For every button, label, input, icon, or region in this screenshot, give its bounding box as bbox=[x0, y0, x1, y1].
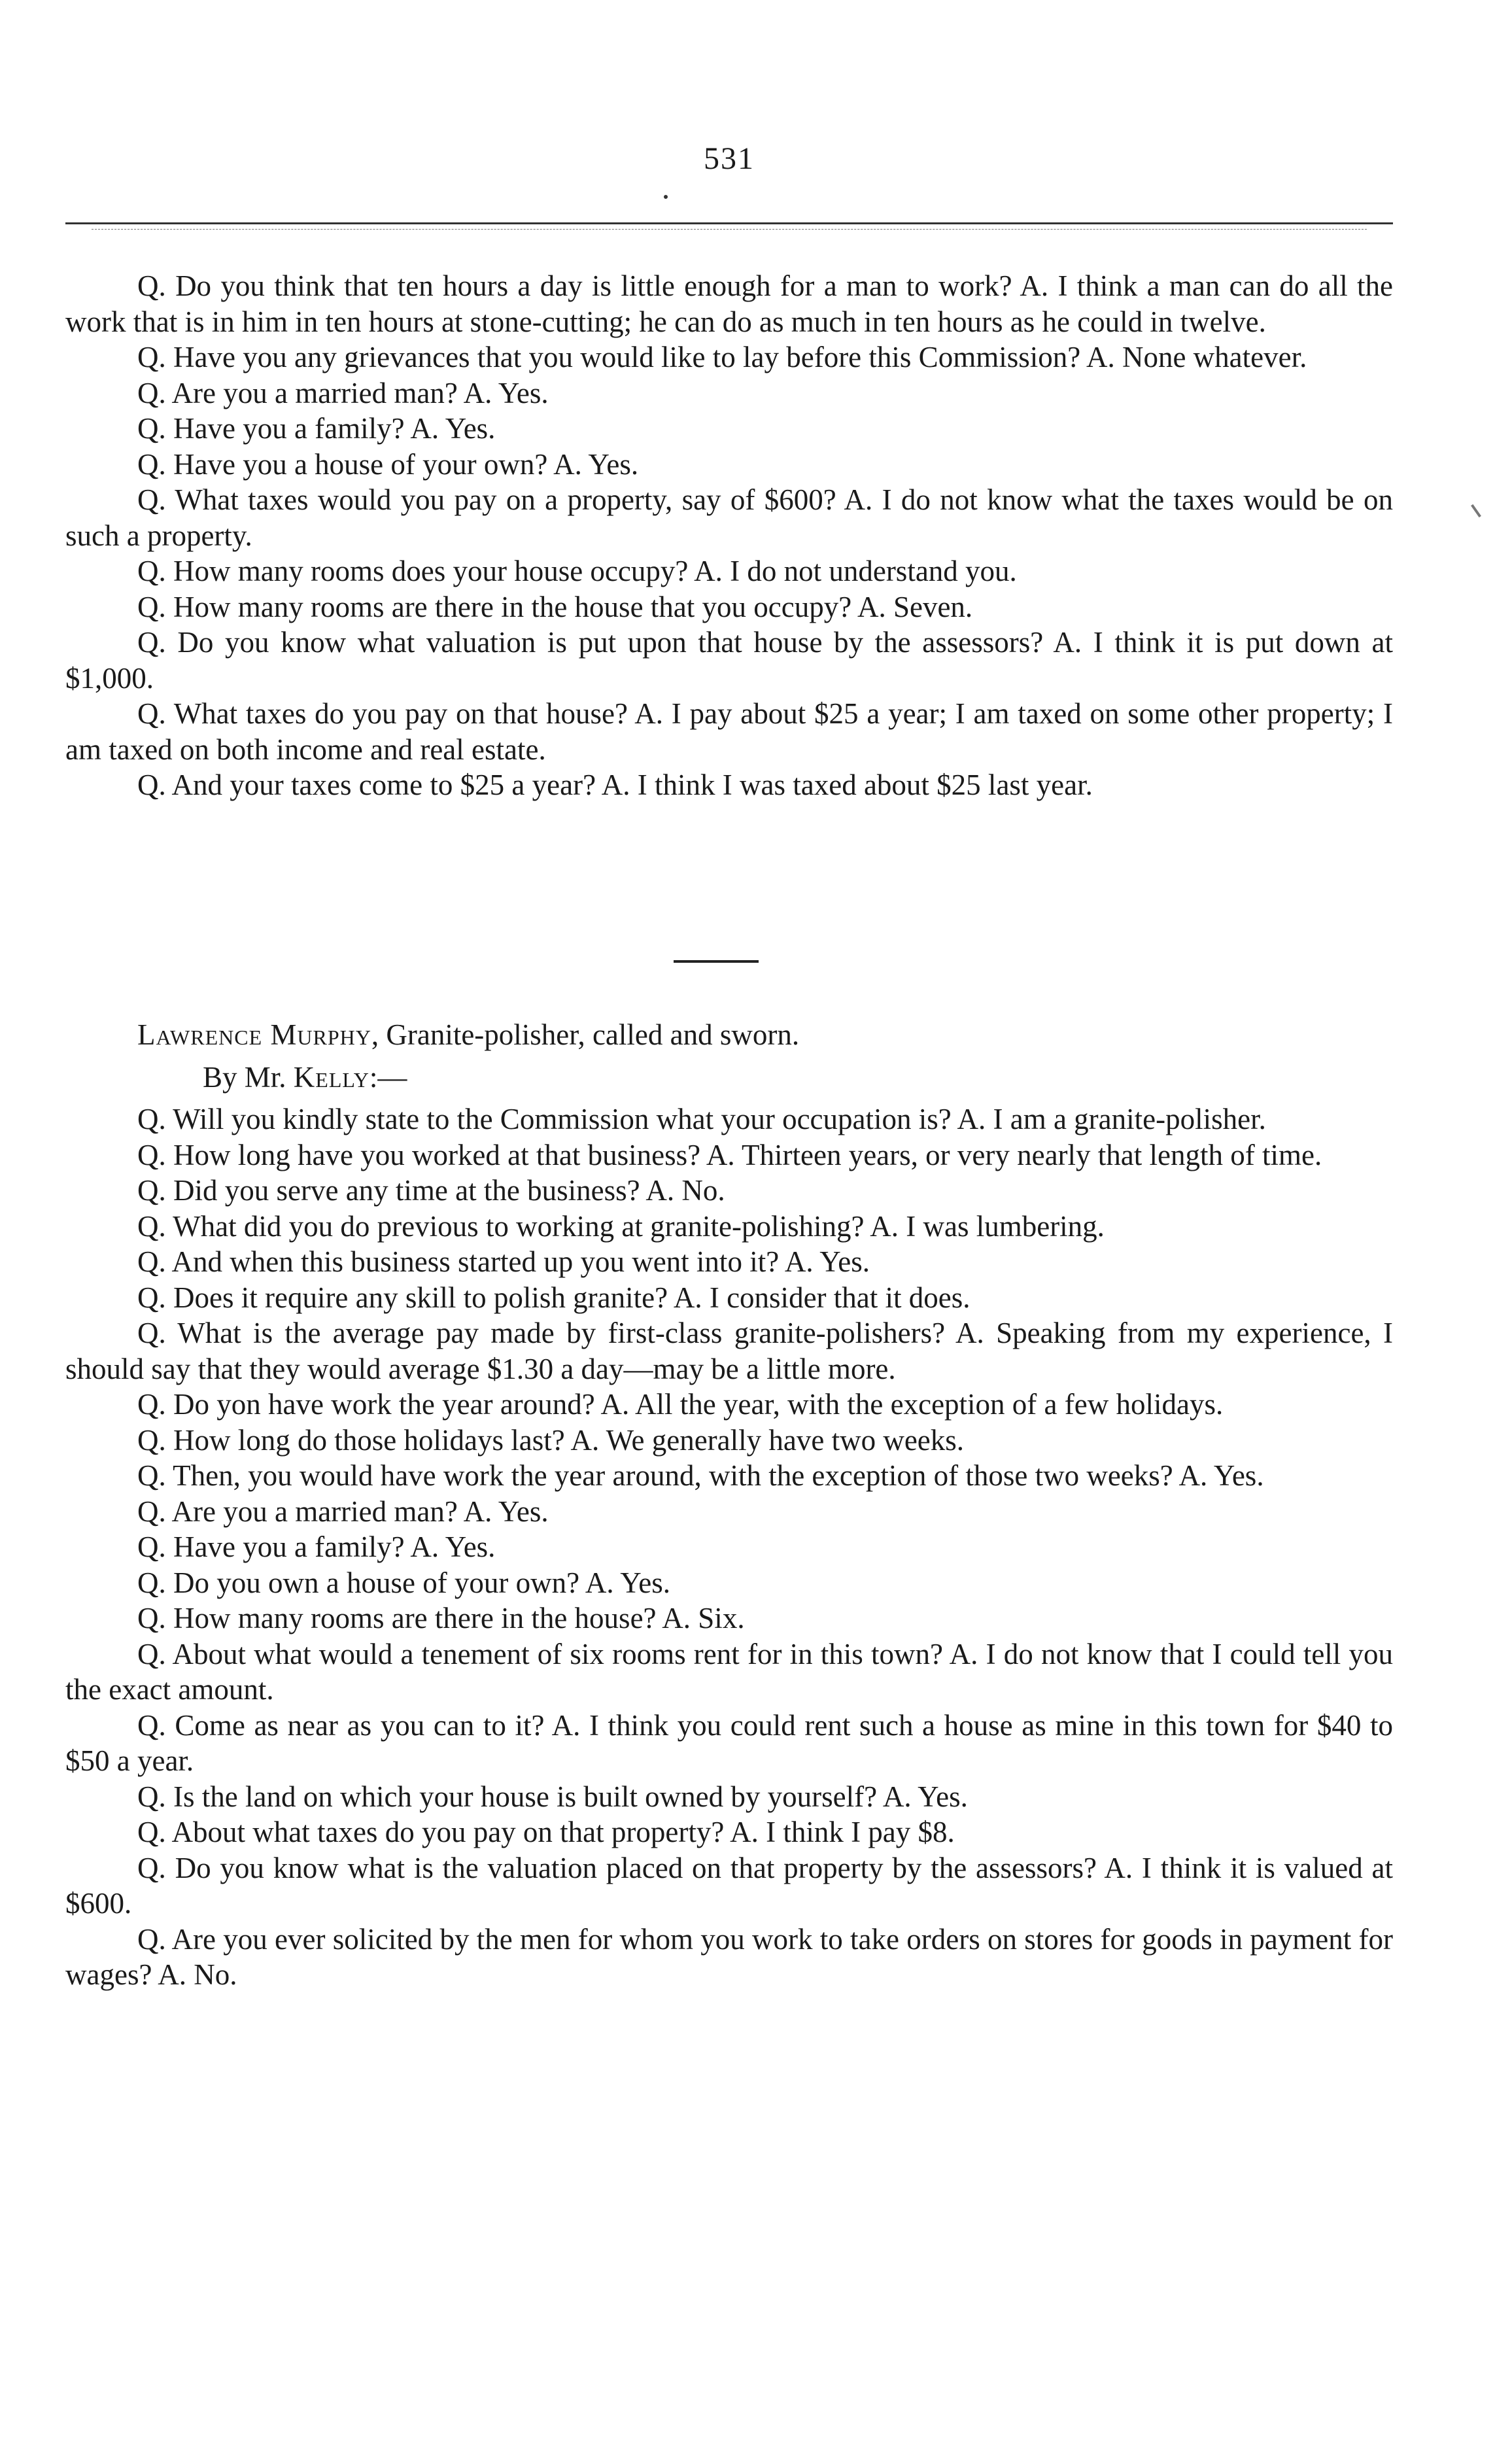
paragraph: Q. Come as near as you can to it? A. I think you could rent such a house as mine in this town for $40 to $50 a year. bbox=[65, 1708, 1393, 1777]
paragraph: Q. Does it require any skill to polish granite? A. I consider that it does. bbox=[137, 1281, 971, 1314]
paragraph: Q. What is the average pay made by first-class granite-polishers? A. Speaking from my experience, I should say that they would average $1.30 a day—may be a little more. bbox=[65, 1317, 1393, 1385]
section-divider bbox=[674, 960, 759, 963]
paragraph: Q. And when this business started up you went into it? A. Yes. bbox=[137, 1245, 870, 1278]
paragraph: Q. About what would a tenement of six rooms rent for in this town? A. I do not know that I could tell you the exact amount. bbox=[65, 1637, 1393, 1706]
paragraph: Q. Will you kindly state to the Commission what your occupation is? A. I am a granite-polisher. bbox=[137, 1103, 1266, 1135]
margin-mark bbox=[1471, 504, 1481, 517]
paragraph: Q. What taxes would you pay on a property, say of $600? A. I do not know what the taxes would be on such a property. bbox=[65, 483, 1393, 552]
testimony-section-1 bbox=[65, 268, 1393, 803]
paragraph: Q. How many rooms does your house occupy? A. I do not understand you. bbox=[137, 555, 1017, 587]
paragraph: Q. Are you a married man? A. Yes. bbox=[137, 1495, 549, 1528]
header-rule-secondary bbox=[92, 229, 1367, 230]
paragraph: Q. What did you do previous to working at granite-polishing? A. I was lumbering. bbox=[137, 1209, 1105, 1243]
header-rule bbox=[65, 222, 1393, 224]
page-number: 531 bbox=[704, 141, 755, 176]
paragraph: Q. About what taxes do you pay on that property? A. I think I pay $8. bbox=[137, 1816, 955, 1848]
paragraph: Q. Do you know what valuation is put upon that house by the assessors? A. I think it is put down at $1,000. bbox=[65, 626, 1393, 695]
ink-dot bbox=[664, 195, 668, 199]
paragraph: Q. Did you serve any time at the business? A. No. bbox=[137, 1174, 725, 1207]
paragraph: Q. Are you ever solicited by the men for whom you work to take orders on stores for goods in payment for wages? A. No. bbox=[65, 1922, 1393, 1991]
paragraph: Q. And your taxes come to $25 a year? A. I think I was taxed about $25 last year. bbox=[137, 769, 1093, 801]
testimony-section-2 bbox=[65, 1017, 1393, 1993]
paragraph: Q. Have you a house of your own? A. Yes. bbox=[137, 447, 639, 481]
paragraph: Q. Then, you would have work the year around, with the exception of those two weeks? A. Yes. bbox=[137, 1459, 1264, 1492]
witness-name: Lawrence Murphy bbox=[137, 1018, 371, 1051]
examiner-suffix: :— bbox=[369, 1060, 407, 1094]
paragraph: Q. How many rooms are there in the house that you occupy? A. Seven. bbox=[137, 590, 973, 623]
paragraph: Q. How many rooms are there in the house? A. Six. bbox=[137, 1602, 745, 1634]
examiner-line bbox=[65, 1060, 1393, 1096]
paragraph: Q. Are you a married man? A. Yes. bbox=[137, 376, 549, 409]
paragraph: Q. Have you a family? A. Yes. bbox=[137, 1530, 496, 1563]
paragraph: Q. Do you think that ten hours a day is little enough for a man to work? A. I think a man can do all the work that is in him in ten hours at stone-cutting; he can do as much in ten hours as he could in twelve. bbox=[65, 269, 1393, 338]
paragraph: Q. How long do those holidays last? A. We generally have two weeks. bbox=[137, 1423, 965, 1457]
examiner-prefix: By Mr. bbox=[203, 1060, 294, 1094]
paragraph: Q. Have you any grievances that you would like to lay before this Commission? A. None whatever. bbox=[137, 341, 1307, 373]
witness-description: , Granite-polisher, called and sworn. bbox=[371, 1018, 800, 1051]
paragraph: Q. Have you a family? A. Yes. bbox=[137, 412, 496, 445]
paragraph: Q. How long have you worked at that business? A. Thirteen years, or very nearly that length of time. bbox=[137, 1138, 1322, 1171]
paragraph: Q. Is the land on which your house is built owned by yourself? A. Yes. bbox=[137, 1780, 968, 1813]
paragraph: Q. Do you know what is the valuation placed on that property by the assessors? A. I think it is valued at $600. bbox=[65, 1851, 1393, 1920]
paragraph: Q. Do yon have work the year around? A. All the year, with the exception of a few holidays. bbox=[137, 1388, 1224, 1421]
witness-heading bbox=[65, 1017, 1393, 1053]
paragraph: Q. What taxes do you pay on that house? A. I pay about $25 a year; I am taxed on some other property; I am taxed on both income and real estate. bbox=[65, 697, 1393, 766]
examiner-name: Kelly bbox=[293, 1060, 369, 1094]
paragraph: Q. Do you own a house of your own? A. Yes. bbox=[137, 1566, 670, 1599]
